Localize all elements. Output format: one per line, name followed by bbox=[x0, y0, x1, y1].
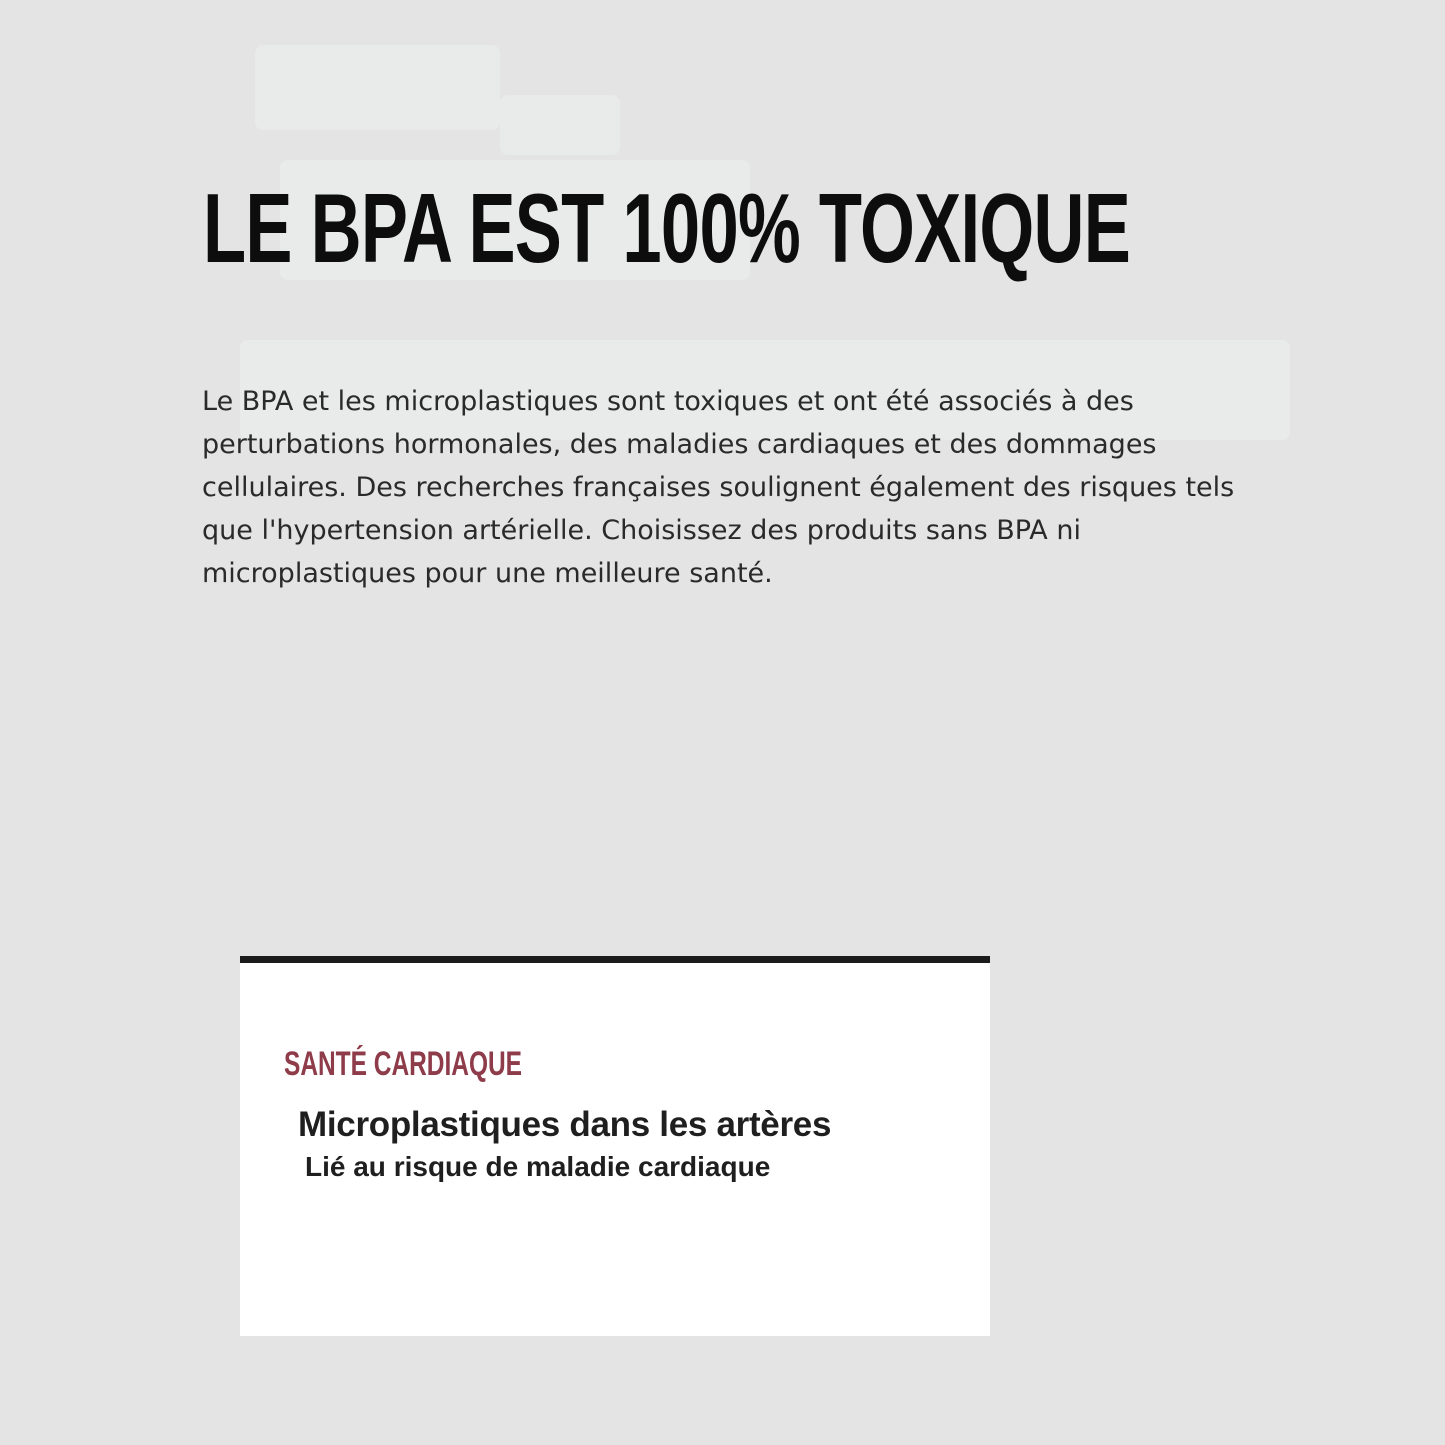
faded-background-shape bbox=[255, 45, 500, 130]
card-title: Microplastiques dans les artères bbox=[298, 1105, 832, 1144]
card-category-label: SANTÉ CARDIAQUE bbox=[284, 1045, 523, 1083]
article-card[interactable] bbox=[240, 956, 990, 1336]
page-headline: LE BPA EST 100% TOXIQUE bbox=[203, 173, 1131, 283]
card-subtitle: Lié au risque de maladie cardiaque bbox=[305, 1151, 771, 1182]
faded-background-shape bbox=[500, 95, 620, 155]
body-paragraph: Le BPA et les microplastiques sont toxiques et ont été associés à des perturbations hormonales, des maladies cardiaques et des dommages cellulaires. Des recherches françaises soulignent également des risques tels que l'hypertension artérielle. Choisissez des produits sans BPA ni microplastiques pour une meilleure santé. bbox=[202, 386, 1235, 589]
